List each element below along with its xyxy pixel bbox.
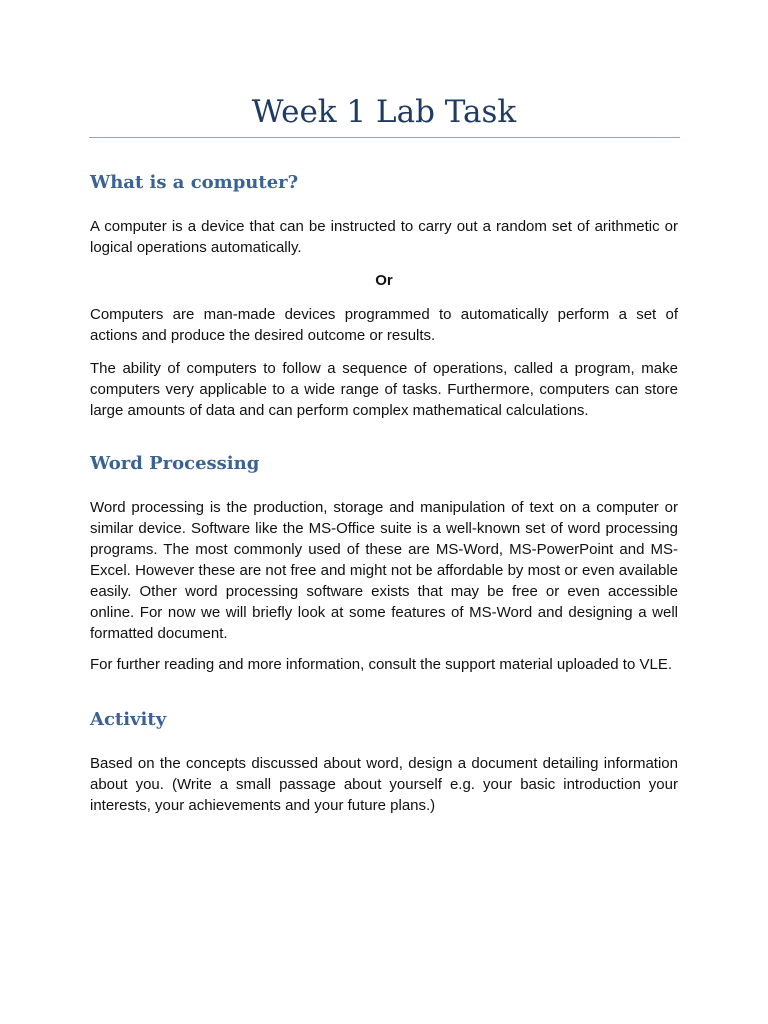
activity-paragraph: Based on the concepts discussed about word, design a document detailing information about you. (Write a small passage about yourself e.g. your basic introduction your interests, your achievements and your future plans.) xyxy=(90,755,678,814)
or-separator: Or xyxy=(375,272,393,289)
document-title: Week 1 Lab Task xyxy=(251,94,517,130)
section-heading-computer: What is a computer? xyxy=(90,172,299,193)
word-processing-paragraph: Word processing is the production, storage and manipulation of text on a computer or similar device. Software like the MS-Office suite is a well-known set of word processing programs. The most commonly used of these are MS-Word, MS-PowerPoint and MS-Excel. However these are not free and might not be affordable by most or even available easily. Other word processing software exists that may be free or even accessible online. For now we will briefly look at some features of MS-Word and designing a well formatted document. xyxy=(90,499,678,642)
title-underline xyxy=(89,137,680,138)
computer-definition-paragraph: A computer is a device that can be instructed to carry out a random set of arithmetic or logical operations automatically. xyxy=(90,218,678,256)
section-heading-activity: Activity xyxy=(90,709,167,730)
further-reading-paragraph: For further reading and more information, consult the support material uploaded to VLE. xyxy=(90,656,672,673)
computer-alt-definition-paragraph: Computers are man-made devices programmed to automatically perform a set of actions and produce the desired outcome or results. xyxy=(90,306,678,344)
section-heading-word-processing: Word Processing xyxy=(90,453,260,474)
computer-ability-paragraph: The ability of computers to follow a sequence of operations, called a program, make computers very applicable to a wide range of tasks. Furthermore, computers can store large amounts of data and can perform complex mathematical calculations. xyxy=(90,360,678,419)
